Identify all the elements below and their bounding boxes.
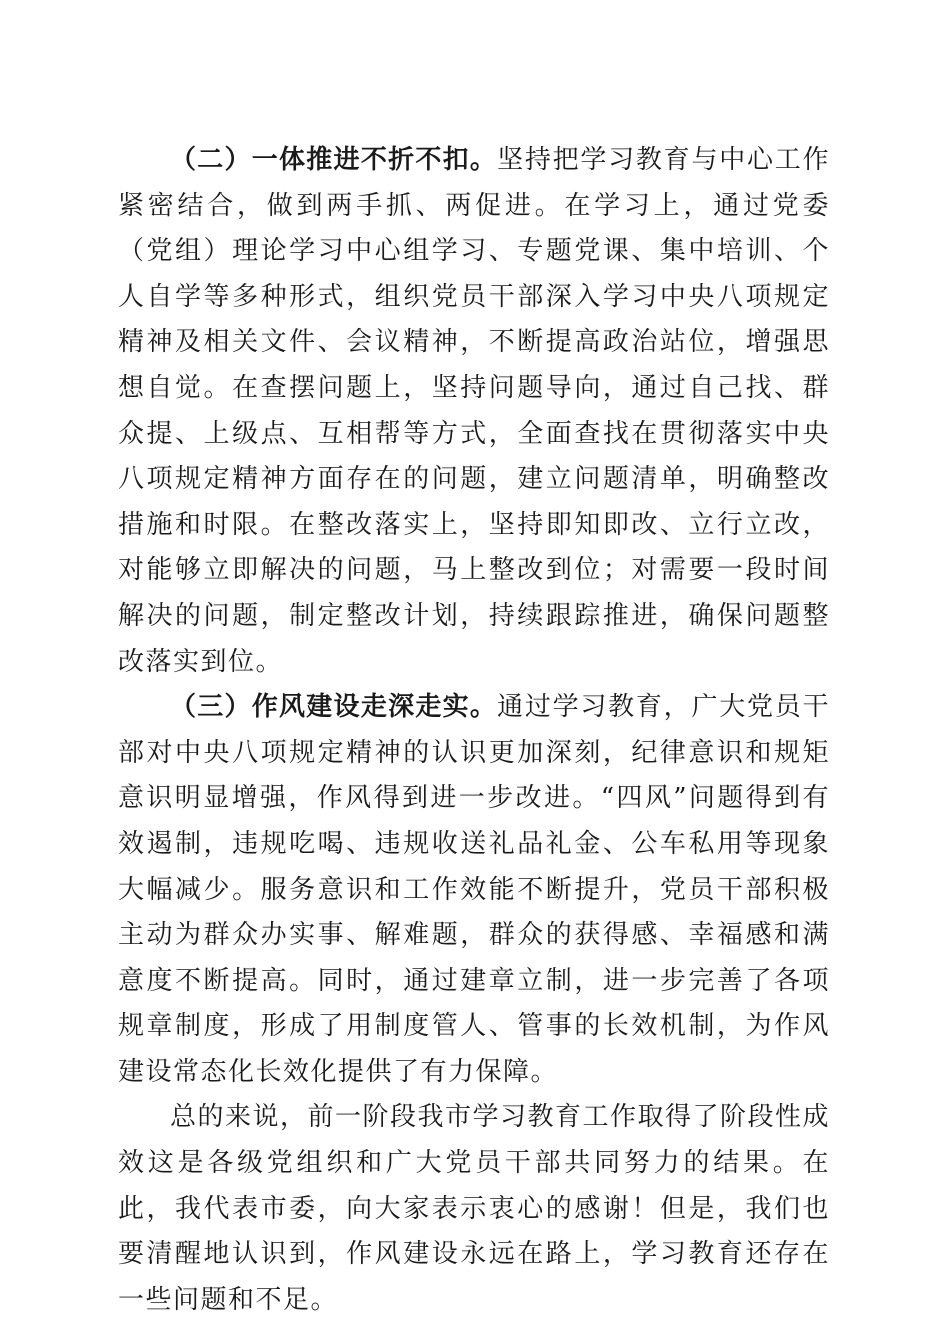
section-heading: （二）一体推进不折不扣。 — [170, 145, 498, 175]
paragraph-section-two — [118, 138, 830, 685]
paragraph-text: 总的来说，前一阶段我市学习教育工作取得了阶段性成效这是各级党组织和广大党员干部共同努力的结果。在此，我代表市委，向大家表示衷心的感谢！但是，我们也要清醒地认识到，作风建设永远在路上，学习教育还存在一些问题和不足。 — [118, 1102, 831, 1315]
section-heading: （三）作风建设走深走实。 — [170, 692, 498, 723]
paragraph-text: 坚持把学习教育与中心工作紧密结合，做到两手抓、两促进。在学习上，通过党委（党组）理论学习中心组学习、专题党课、集中培训、个人自学等多种形式，组织党员干部深入学习中央八项规定精神及相关文件、会议精神，不断提高政治站位，增强思想自觉。在查摆问题上，坚持问题导向，通过自己找、群众提、上级点、互相帮等方式，全面查找在贯彻落实中央八项规定精神方面存在的问题，建立问题清单，明确整改措施和时限。在整改落实上，坚持即知即改、立行立改，对能够立即解决的问题，马上整改到位；对需要一段时间解决的问题，制定整改计划，持续跟踪推进，确保问题整改落实到位。 — [118, 145, 830, 677]
document-body — [118, 138, 830, 1323]
paragraph-section-three — [118, 685, 830, 1095]
paragraph-text: 通过学习教育，广大党员干部对中央八项规定精神的认识更加深刻，纪律意识和规矩意识明显增强，作风得到进一步改进。“四风”问题得到有效遏制，违规吃喝、违规收送礼品礼金、公车私用等现象大幅减少。服务意识和工作效能不断提升，党员干部积极主动为群众办实事、解难题，群众的获得感、幸福感和满意度不断提高。同时，通过建章立制，进一步完善了各项规章制度，形成了用制度管人、管事的长效机制，为作风建设常态化长效化提供了有力保障。 — [118, 692, 830, 1087]
paragraph-summary — [118, 1095, 830, 1323]
